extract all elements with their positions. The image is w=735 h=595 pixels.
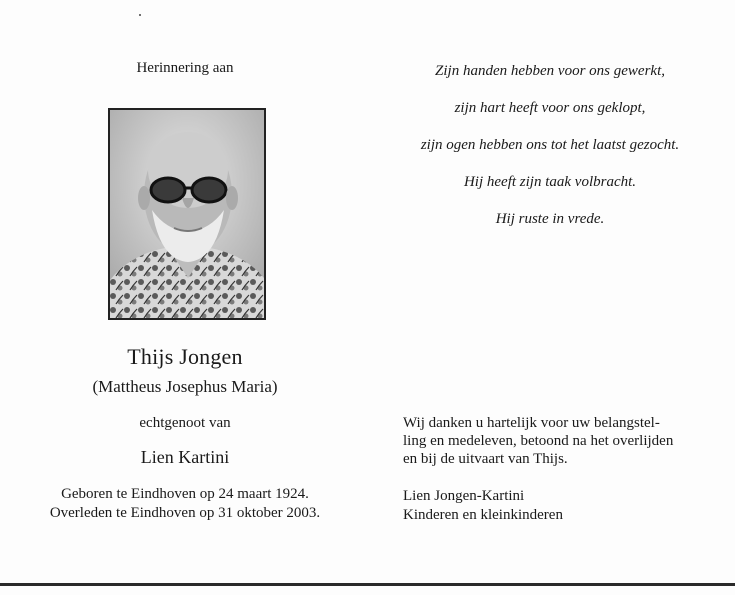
print-speck [139,14,141,16]
spouse-label: echtgenoot van [139,415,231,431]
portrait-illustration [110,110,264,318]
poem-line: Zijn handen hebben voor ons gewerkt, [435,63,665,79]
thanks-paragraph [403,414,703,468]
deceased-full-name: (Mattheus Josephus Maria) [92,377,278,396]
poem-line: Hij ruste in vrede. [495,211,605,227]
thanks-line: en bij de uitvaart van Thijs. [403,451,568,467]
death-line: Overleden te Eindhoven op 31 oktober 2003. [49,505,321,521]
thanks-line: ling en medeleven, betoond na het overlijden [403,433,674,449]
signature-line: Kinderen en kleinkinderen [403,507,563,523]
thanks-line: Wij danken u hartelijk voor uw belangstel- [403,415,660,431]
poem-line: Hij heeft zijn taak volbracht. [463,174,637,190]
bottom-rule [0,583,735,586]
poem-line: zijn hart heeft voor ons geklopt, [454,100,646,116]
deceased-name: Thijs Jongen [127,344,243,369]
spouse-name: Lien Kartini [140,447,230,467]
birth-line: Geboren te Eindhoven op 24 maart 1924. [61,486,309,502]
signature-line: Lien Jongen-Kartini [403,488,525,504]
portrait-photo [108,108,266,320]
poem-line: zijn ogen hebben ons tot het laatst gezocht. [420,137,680,153]
card-heading: Herinnering aan [136,60,234,76]
